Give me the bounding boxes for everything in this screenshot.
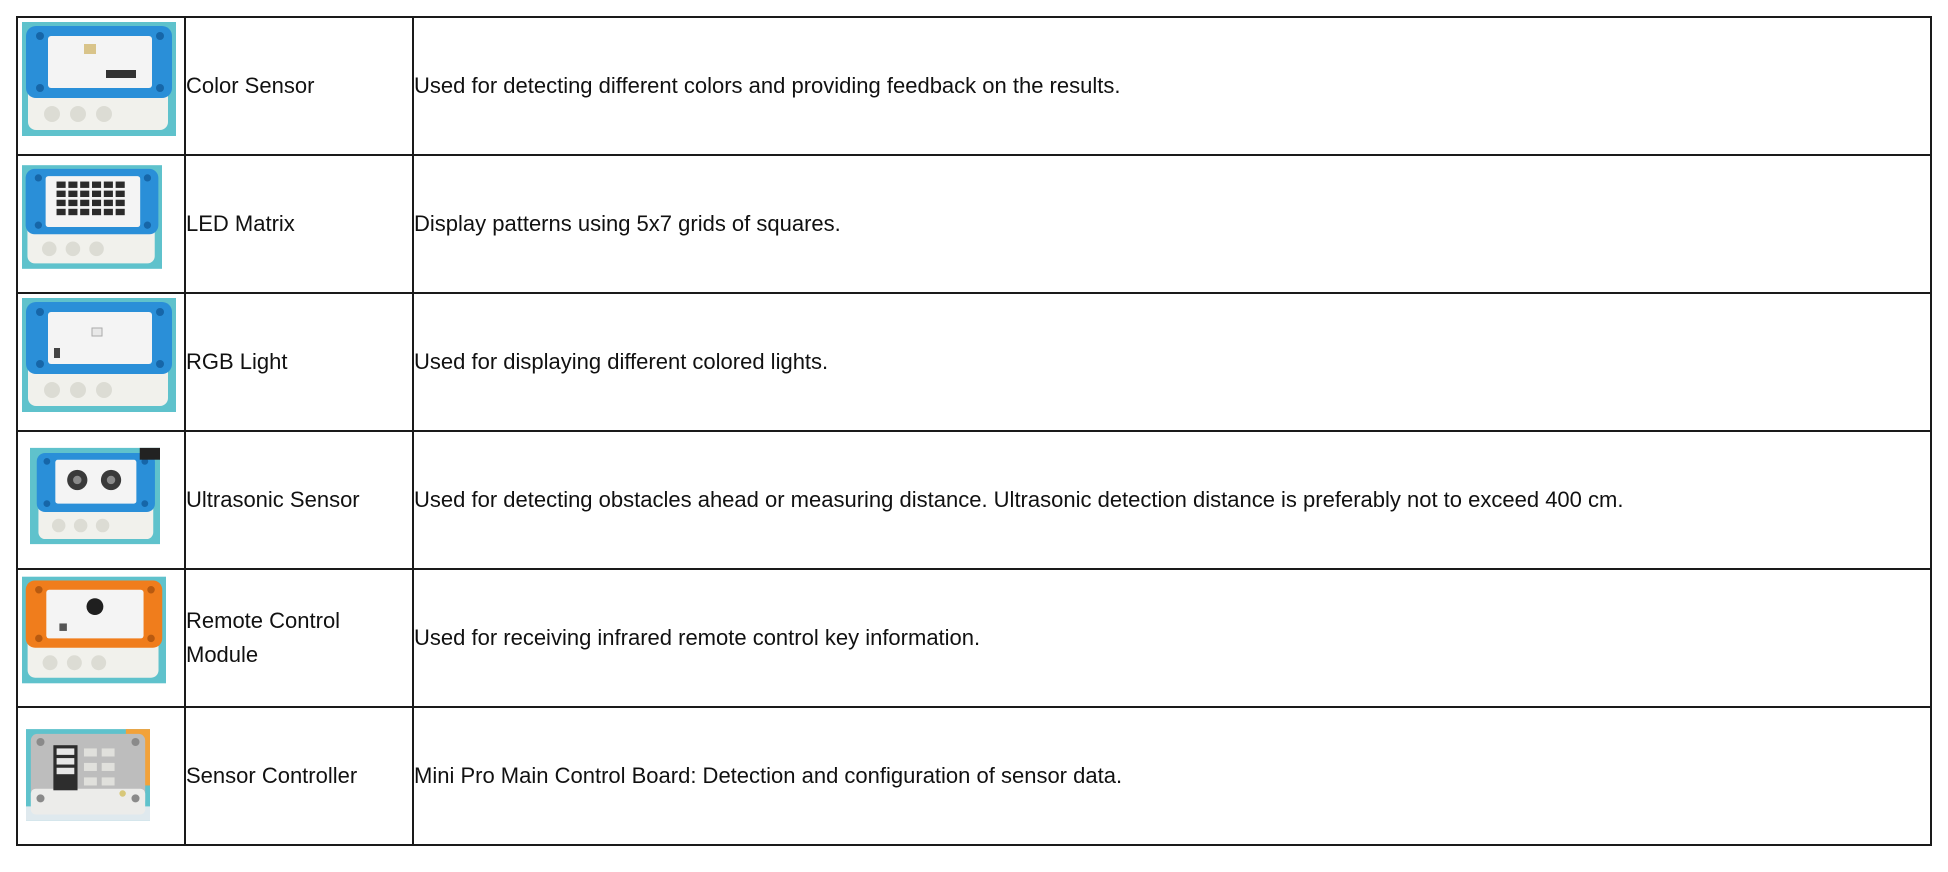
led-matrix-module-icon xyxy=(22,160,162,274)
module-description: Display patterns using 5x7 grids of squares. xyxy=(413,155,1931,293)
table-row xyxy=(17,17,1931,155)
module-image-cell xyxy=(17,569,185,707)
module-description: Used for receiving infrared remote control key information. xyxy=(413,569,1931,707)
module-image-cell xyxy=(17,17,185,155)
module-name: Remote Control Module xyxy=(185,569,413,707)
rgb-light-module-icon xyxy=(22,298,176,412)
module-image-cell xyxy=(17,707,185,845)
ultrasonic-sensor-module-icon xyxy=(30,436,160,556)
sensor-controller-board-icon xyxy=(26,712,150,838)
remote-control-module-icon xyxy=(22,576,166,684)
module-name: LED Matrix xyxy=(185,155,413,293)
module-name: Ultrasonic Sensor xyxy=(185,431,413,569)
module-image-cell xyxy=(17,155,185,293)
table-row xyxy=(17,155,1931,293)
module-name: Sensor Controller xyxy=(185,707,413,845)
table-row xyxy=(17,431,1931,569)
color-sensor-module-icon xyxy=(22,22,176,136)
module-table xyxy=(16,16,1932,846)
module-description: Mini Pro Main Control Board: Detection and configuration of sensor data. xyxy=(413,707,1931,845)
table-row xyxy=(17,293,1931,431)
module-description: Used for detecting different colors and providing feedback on the results. xyxy=(413,17,1931,155)
module-image-cell xyxy=(17,293,185,431)
module-name: Color Sensor xyxy=(185,17,413,155)
module-description: Used for detecting obstacles ahead or measuring distance. Ultrasonic detection distance is preferably not to exceed 400 cm. xyxy=(413,431,1931,569)
table-row xyxy=(17,569,1931,707)
module-image-cell xyxy=(17,431,185,569)
module-description: Used for displaying different colored lights. xyxy=(413,293,1931,431)
module-name: RGB Light xyxy=(185,293,413,431)
table-row xyxy=(17,707,1931,845)
